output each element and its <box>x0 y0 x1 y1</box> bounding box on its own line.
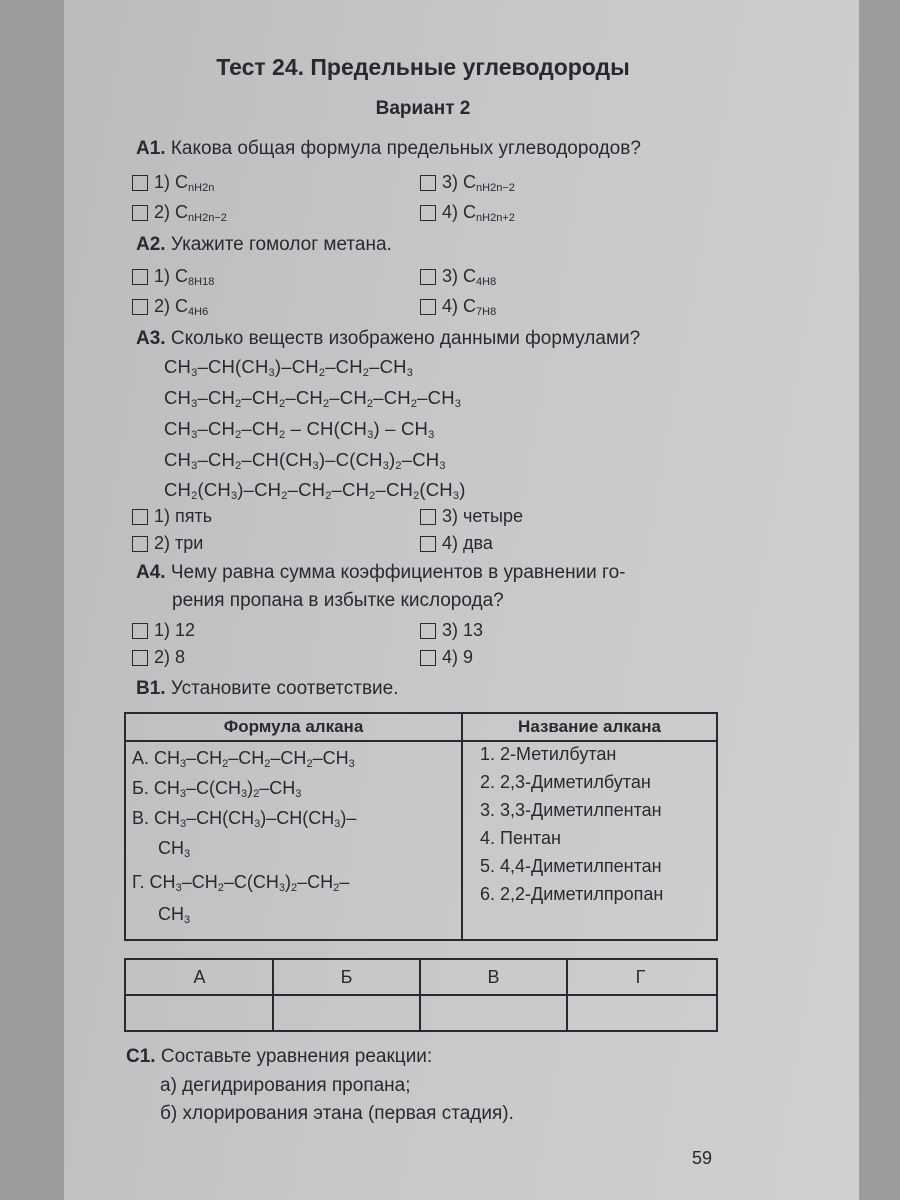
table-divider <box>461 714 463 939</box>
question-c1 <box>126 1046 432 1068</box>
answer-option[interactable] <box>132 647 185 668</box>
checkbox[interactable] <box>420 650 436 666</box>
task-item: б) хлорирования этана (первая стадия). <box>160 1103 514 1124</box>
answer-option[interactable] <box>420 533 493 554</box>
option-label: 1) 12 <box>154 620 196 640</box>
structural-formula: $CH_3-CH_2-CH_2 - CH(CH_3) - CH_3$ <box>164 418 435 441</box>
answer-option[interactable] <box>420 647 473 668</box>
checkbox[interactable] <box>132 623 148 639</box>
checkbox[interactable] <box>420 205 436 221</box>
question-text: Какова общая формула предельных углеводородов? <box>170 138 641 159</box>
structural-formula: $CH_2(CH_3)-CH_2-CH_2-CH_2-CH_2(CH_3)$ <box>164 479 466 502</box>
question-number: С1. <box>126 1046 156 1067</box>
checkbox[interactable] <box>420 299 436 315</box>
answer-option[interactable] <box>420 266 496 288</box>
answer-option[interactable] <box>132 266 214 288</box>
question-text: Чему равна сумма коэффициентов в уравнении го- <box>170 562 626 583</box>
name-cell: 2. 2,3-Диметилбутан <box>480 772 651 792</box>
matching-table <box>124 712 718 941</box>
answer-table <box>124 958 718 1032</box>
task-item: а) дегидрирования пропана; <box>160 1075 411 1096</box>
question-text-continued: рения пропана в избытке кислорода? <box>172 590 504 611</box>
option-label: 4) 9 <box>442 647 474 667</box>
answer-option[interactable] <box>132 202 227 224</box>
question-text: Составьте уравнения реакции: <box>160 1046 433 1067</box>
question-b1 <box>136 678 399 700</box>
question-number: В1. <box>136 678 166 699</box>
option-label: 3) 13 <box>442 620 484 640</box>
answer-cell[interactable] <box>568 996 714 1028</box>
answer-cell[interactable] <box>274 996 419 1028</box>
question-a4 <box>136 562 625 584</box>
checkbox[interactable] <box>132 509 148 525</box>
question-a2 <box>136 234 392 256</box>
option-label: 2) три <box>154 533 204 553</box>
answer-option[interactable] <box>420 296 496 318</box>
formula-cell: Б. $CH_3-C(CH_3)_2-CH_3$ <box>132 778 302 800</box>
answer-option[interactable] <box>420 172 515 194</box>
page-number: 59 <box>692 1148 713 1168</box>
answer-column-b: Б <box>340 967 353 987</box>
answer-option[interactable] <box>420 620 483 641</box>
answer-option[interactable] <box>132 620 195 641</box>
formula-cell: $CH_3$ <box>158 838 191 860</box>
option-label: 2) 8 <box>154 647 186 667</box>
option-label: 3) $C_{nH2n-2}$ <box>442 172 515 194</box>
checkbox[interactable] <box>420 536 436 552</box>
name-cell: 6. 2,2-Диметилпропан <box>480 884 664 904</box>
page-title: Тест 24. Предельные углеводороды <box>216 54 630 80</box>
option-label: 1) пять <box>154 506 213 526</box>
structural-formula: $CH_3-CH_2-CH(CH_3)-C(CH_3)_2-CH_3$ <box>164 449 446 472</box>
option-label: 3) $C_{4H8}$ <box>442 266 497 288</box>
table-divider <box>126 740 716 742</box>
name-cell: 1. 2-Метилбутан <box>480 744 617 764</box>
formula-cell: $CH_3$ <box>158 904 191 926</box>
option-label: 2) $C_{nH2n-2}$ <box>154 202 227 224</box>
answer-option[interactable] <box>132 172 214 194</box>
workbook-page <box>64 0 859 1200</box>
answer-column-a: А <box>193 967 206 987</box>
checkbox[interactable] <box>420 269 436 285</box>
formula-cell: Г. $CH_3-CH_2-C(CH_3)_2-CH_2-$ <box>132 872 350 894</box>
checkbox[interactable] <box>132 299 148 315</box>
answer-column-v: В <box>487 967 500 987</box>
checkbox[interactable] <box>132 650 148 666</box>
answer-option[interactable] <box>132 533 203 554</box>
name-cell: 3. 3,3-Диметилпентан <box>480 800 662 820</box>
question-number: А2. <box>136 234 166 255</box>
answer-column-g: Г <box>635 967 646 987</box>
formula-cell: А. $CH_3-CH_2-CH_2-CH_2-CH_3$ <box>132 748 355 770</box>
checkbox[interactable] <box>132 205 148 221</box>
checkbox[interactable] <box>420 623 436 639</box>
question-a3 <box>136 328 640 350</box>
answer-option[interactable] <box>420 202 515 224</box>
question-a1 <box>136 138 641 160</box>
name-cell: 4. Пентан <box>480 828 561 848</box>
option-label: 3) четыре <box>442 506 523 526</box>
answer-option[interactable] <box>132 296 208 318</box>
checkbox[interactable] <box>132 175 148 191</box>
option-label: 4) два <box>442 533 493 553</box>
checkbox[interactable] <box>132 269 148 285</box>
option-label: 1) $C_{8H18}$ <box>154 266 215 288</box>
name-cell: 5. 4,4-Диметилпентан <box>480 856 662 876</box>
answer-cell[interactable] <box>126 996 272 1028</box>
answer-option[interactable] <box>420 506 523 527</box>
checkbox[interactable] <box>420 509 436 525</box>
column-header-name: Название алкана <box>518 717 661 736</box>
column-header-formula: Формула алкана <box>223 717 364 736</box>
option-label: 4) $C_{nH2n+2}$ <box>442 202 515 224</box>
question-number: А1. <box>136 138 166 159</box>
question-text: Установите соответствие. <box>170 678 399 699</box>
question-text: Сколько веществ изображено данными формулами? <box>170 328 641 349</box>
answer-option[interactable] <box>132 506 212 527</box>
structural-formula: $CH_3-CH(CH_3)-CH_2-CH_2-CH_3$ <box>164 356 414 379</box>
variant-label: Вариант 2 <box>375 98 471 119</box>
answer-cell[interactable] <box>421 996 566 1028</box>
option-label: 2) $C_{4H6}$ <box>154 296 209 318</box>
structural-formula: $CH_3-CH_2-CH_2-CH_2-CH_2-CH_2-CH_3$ <box>164 387 462 410</box>
checkbox[interactable] <box>420 175 436 191</box>
question-number: А3. <box>136 328 166 349</box>
formula-cell: В. $CH_3-CH(CH_3)-CH(CH_3)-$ <box>132 808 357 830</box>
option-label: 1) $C_{nH2n}$ <box>154 172 215 194</box>
question-number: А4. <box>136 562 166 583</box>
option-label: 4) $C_{7H8}$ <box>442 296 497 318</box>
checkbox[interactable] <box>132 536 148 552</box>
question-text: Укажите гомолог метана. <box>170 234 392 255</box>
